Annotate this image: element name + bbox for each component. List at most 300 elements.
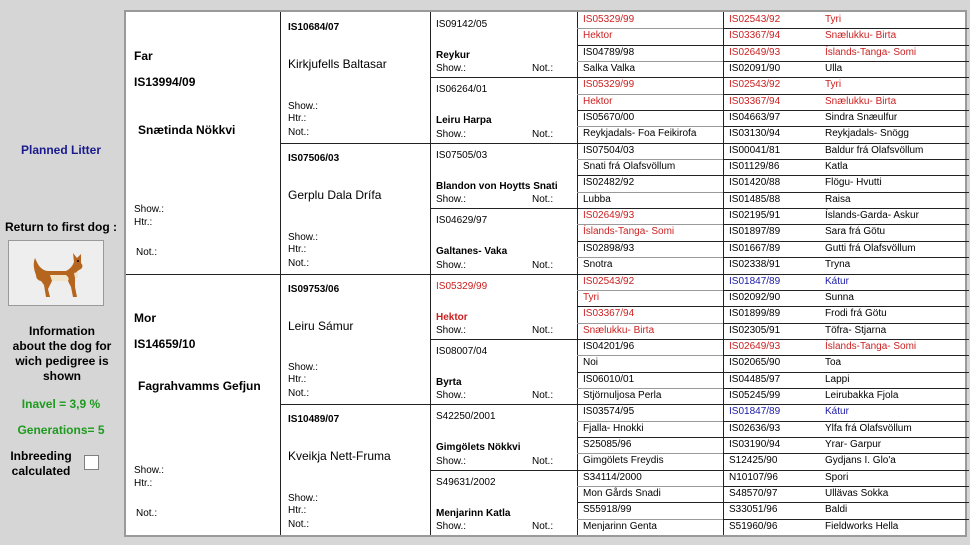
dog-name: Yrar- Garpur: [825, 438, 882, 450]
htr-label: Htr.:: [288, 112, 307, 124]
row-divider: [280, 143, 430, 144]
row-divider: [723, 519, 969, 520]
row-divider: [430, 404, 577, 405]
dog-name: Sara frá Götu: [825, 226, 886, 238]
row-divider: [280, 404, 430, 405]
dog-name: Stjörnuljosa Perla: [583, 389, 662, 401]
dog-name: Tryna: [825, 259, 851, 271]
pedigree-cell-gen5[interactable]: [723, 306, 969, 322]
dog-name: Spori: [825, 471, 849, 483]
registration-number: IS09142/05: [436, 19, 488, 30]
pedigree-cell-gen5[interactable]: [723, 143, 969, 159]
registration-number: S48570/97: [729, 487, 778, 499]
dog-name: Blandon von Hoytts Snati: [436, 180, 558, 192]
cell-separator: [577, 355, 723, 356]
pedigree-cell-gen5[interactable]: [723, 192, 969, 208]
pedigree-cell-gen5[interactable]: [723, 388, 969, 404]
generations-count: Generations= 5: [17, 423, 105, 437]
row-divider: [723, 110, 969, 111]
row-divider: [723, 437, 969, 438]
row-divider: [577, 175, 723, 176]
dog-name: Snælukku- Birta: [825, 95, 897, 107]
dog-name: Leiru Harpa: [436, 115, 492, 127]
row-divider: [577, 470, 723, 471]
registration-number: IS04201/96: [583, 340, 635, 352]
sidebar: [0, 0, 122, 545]
registration-number: S33051/96: [729, 504, 778, 516]
registration-number: IS02065/90: [729, 357, 781, 369]
row-divider: [577, 339, 723, 340]
dog-name: Baldi: [825, 504, 848, 516]
registration-number: IS03574/95: [583, 406, 635, 418]
show-label: Show.:: [436, 455, 467, 467]
registration-number: IS04663/97: [729, 112, 781, 124]
cell-separator: [577, 192, 723, 193]
registration-number: IS07506/03: [288, 152, 340, 164]
not-label: Not.:: [532, 63, 554, 75]
pedigree-cell-gen4[interactable]: [577, 175, 723, 208]
row-divider: [577, 143, 723, 144]
pedigree-table: [124, 10, 967, 537]
show-label: Show.:: [288, 231, 319, 243]
registration-number: IS02543/92: [583, 275, 635, 287]
pedigree-cell-gen4[interactable]: [577, 339, 723, 372]
pedigree-cell-gen5[interactable]: [723, 404, 969, 420]
row-divider: [723, 159, 969, 160]
row-divider: [723, 372, 969, 373]
dog-name: Tyri: [825, 14, 842, 25]
pedigree-cell-gen1[interactable]: [126, 274, 280, 536]
registration-number: IS07504/03: [583, 144, 635, 156]
pedigree-cell-gen3[interactable]: [430, 77, 577, 142]
dog-name: Fieldworks Hella: [825, 520, 899, 532]
dog-name: Ullävas Sokka: [825, 487, 889, 499]
row-divider: [723, 323, 969, 324]
row-divider: [577, 306, 723, 307]
dog-name: Reykur: [436, 50, 470, 61]
row-divider: [577, 437, 723, 438]
dog-name: Lappi: [825, 373, 850, 385]
row-divider: [723, 45, 969, 46]
dog-name: Menjarinn Genta: [583, 520, 657, 532]
registration-number: IS09753/06: [288, 283, 340, 295]
pedigree-cell-gen3[interactable]: [430, 12, 577, 77]
row-divider: [723, 306, 969, 307]
row-divider: [430, 339, 577, 340]
registration-number: IS02898/93: [583, 242, 635, 254]
row-divider: [723, 421, 969, 422]
cell-separator: [577, 61, 723, 62]
row-divider: [577, 208, 723, 209]
registration-number: IS10489/07: [288, 414, 340, 426]
pedigree-cell-gen4[interactable]: [577, 437, 723, 470]
pedigree-cell-gen5[interactable]: [723, 94, 969, 110]
not-label: Not.:: [288, 257, 310, 269]
registration-number: IS00041/81: [729, 144, 781, 156]
parent-role: Far: [134, 49, 153, 63]
dog-name: Kveikja Nett-Fruma: [288, 449, 391, 464]
registration-number: IS02649/93: [729, 46, 781, 58]
dog-name: Gydjans I. Glo'a: [825, 455, 896, 467]
pedigree-cell-gen5[interactable]: [723, 159, 969, 175]
pedigree-cell-gen5[interactable]: [723, 453, 969, 469]
dog-name: Kirkjufells Baltasar: [288, 57, 387, 71]
registration-number: IS08007/04: [436, 345, 488, 357]
row-divider: [577, 502, 723, 503]
dog-name: Toa: [825, 357, 842, 369]
pedigree-cell-gen1[interactable]: [126, 12, 280, 274]
registration-number: S49631/2002: [436, 476, 496, 488]
dog-name: Snælukku- Birta: [583, 324, 655, 336]
show-label: Show.:: [288, 362, 319, 374]
pedigree-cell-gen5[interactable]: [723, 355, 969, 371]
cell-separator: [577, 159, 723, 160]
pedigree-cell-gen4[interactable]: [577, 110, 723, 143]
dog-name: Baldur frá Olafsvöllum: [825, 144, 924, 156]
return-label: Return to first dog :: [5, 220, 117, 234]
dog-name: Tyri: [825, 79, 842, 91]
pedigree-cell-gen5[interactable]: [723, 323, 969, 339]
dog-name: Sindra Snæulfur: [825, 112, 898, 124]
pedigree-cell-gen5[interactable]: [723, 77, 969, 93]
row-divider: [723, 388, 969, 389]
registration-number: IS02649/93: [583, 210, 635, 222]
pedigree-cell-gen3[interactable]: [430, 339, 577, 404]
registration-number: S51960/96: [729, 520, 778, 532]
row-divider: [577, 404, 723, 405]
show-label: Show.:: [436, 63, 467, 75]
cell-separator: [577, 290, 723, 291]
dog-name: Gutti frá Olafsvöllum: [825, 242, 916, 254]
pedigree-cell-gen5[interactable]: [723, 486, 969, 502]
inbreeding-calculated-label: Inbreeding calculated: [10, 449, 72, 478]
pedigree-cell-gen5[interactable]: [723, 126, 969, 142]
row-divider: [577, 110, 723, 111]
pedigree-cell-gen4[interactable]: [577, 208, 723, 241]
pedigree-cell-gen4[interactable]: [577, 12, 723, 45]
pedigree-cell-gen5[interactable]: [723, 61, 969, 77]
dog-name: Hektor: [436, 311, 468, 323]
registration-number: IS01847/89: [729, 406, 781, 418]
registration-number: IS02091/90: [729, 63, 781, 75]
registration-number: S42250/2001: [436, 411, 496, 423]
row-divider: [723, 404, 969, 405]
registration-number: IS14659/10: [134, 336, 196, 351]
pedigree-cell-gen4[interactable]: [577, 77, 723, 110]
dog-name: Íslands-Tanga- Somi: [825, 340, 917, 352]
not-label: Not.:: [532, 455, 554, 467]
row-divider: [723, 77, 969, 78]
pedigree-cell-gen3[interactable]: [430, 470, 577, 535]
dog-name: Reykjadals- Snögg: [825, 128, 909, 140]
htr-label: Htr.:: [288, 505, 307, 516]
pedigree-cell-gen5[interactable]: [723, 519, 969, 535]
row-divider: [723, 355, 969, 356]
row-divider: [723, 28, 969, 29]
row-divider: [577, 45, 723, 46]
dog-info-text: Information about the dog for wich pedigree is shown: [12, 324, 112, 383]
row-divider: [723, 94, 969, 95]
registration-number: IS04485/97: [729, 373, 781, 385]
row-divider: [723, 61, 969, 62]
registration-number: IS03190/94: [729, 438, 781, 450]
registration-number: IS04629/97: [436, 215, 488, 227]
row-divider: [280, 274, 430, 275]
show-label: Show.:: [436, 259, 467, 271]
dog-name: Menjarinn Katla: [436, 507, 511, 519]
cell-separator: [577, 257, 723, 258]
pedigree-cell-gen5[interactable]: [723, 45, 969, 61]
row-divider: [430, 77, 577, 78]
pedigree-cell-gen5[interactable]: [723, 224, 969, 240]
htr-label: Htr.:: [134, 216, 153, 228]
dog-name: Frodi frá Götu: [825, 308, 887, 320]
registration-number: IS05329/99: [583, 79, 635, 91]
registration-number: IS05670/00: [583, 112, 635, 124]
dog-name: Ulla: [825, 63, 843, 75]
cell-separator: [577, 323, 723, 324]
dog-name: Mon Gårds Snadi: [583, 487, 661, 499]
cell-separator: [577, 388, 723, 389]
dog-name: Lubba: [583, 193, 611, 205]
not-label: Not.:: [532, 390, 554, 402]
registration-number: IS01897/89: [729, 226, 781, 238]
pedigree-cell-gen3[interactable]: [430, 143, 577, 208]
dog-name: Salka Valka: [583, 63, 636, 75]
dog-name: Reykjadals- Foa Feikirofa: [583, 128, 697, 140]
registration-number: IS02338/91: [729, 259, 781, 271]
cell-separator: [577, 94, 723, 95]
registration-number: S25085/96: [583, 438, 632, 450]
dog-name: Snætinda Nökkvi: [138, 123, 236, 137]
pedigree-cell-gen4[interactable]: [577, 143, 723, 176]
dog-name: Leirubakka Fjola: [825, 389, 899, 401]
pedigree-cell-gen5[interactable]: [723, 28, 969, 44]
not-label: Not.:: [288, 126, 310, 138]
inbreeding-calculated-checkbox[interactable]: [84, 455, 99, 470]
pedigree-cell-gen4[interactable]: [577, 306, 723, 339]
row-divider: [723, 257, 969, 258]
inbreeding-coefficient: Inavel = 3,9 %: [21, 397, 101, 411]
row-divider: [126, 274, 280, 275]
dog-name: Gimgölets Nökkvi: [436, 442, 521, 454]
not-label: Not.:: [532, 521, 554, 532]
dog-name: Snati frá Olafsvöllum: [583, 161, 676, 173]
not-label: Not.:: [288, 519, 310, 530]
row-divider: [723, 274, 969, 275]
registration-number: IS10684/07: [288, 22, 340, 33]
show-label: Show.:: [134, 203, 165, 215]
registration-number: IS02543/92: [729, 14, 781, 25]
row-divider: [723, 470, 969, 471]
pedigree-cell-gen5[interactable]: [723, 470, 969, 486]
dog-name: Fjalla- Hnokki: [583, 422, 644, 434]
pedigree-cell-gen2[interactable]: [280, 143, 430, 274]
dog-name: Sunna: [825, 291, 854, 303]
pedigree-cell-gen3[interactable]: [430, 404, 577, 469]
pedigree-cell-gen5[interactable]: [723, 372, 969, 388]
cell-separator: [577, 453, 723, 454]
dog-name: Byrta: [436, 376, 462, 388]
dog-name: Raisa: [825, 193, 851, 205]
registration-number: IS07505/03: [436, 149, 488, 161]
pedigree-cell-gen5[interactable]: [723, 257, 969, 273]
row-divider: [723, 143, 969, 144]
row-divider: [723, 175, 969, 176]
row-divider: [430, 208, 577, 209]
row-divider: [577, 274, 723, 275]
show-label: Show.:: [134, 465, 165, 476]
pedigree-cell-gen4[interactable]: [577, 502, 723, 535]
pedigree-cell-gen3[interactable]: [430, 208, 577, 273]
registration-number: IS01485/88: [729, 193, 781, 205]
row-divider: [577, 372, 723, 373]
row-divider: [723, 192, 969, 193]
pedigree-cell-gen2[interactable]: [280, 12, 430, 143]
row-divider: [723, 224, 969, 225]
dog-name: Snælukku- Birta: [825, 30, 897, 42]
not-label: Not.:: [532, 128, 554, 140]
not-label: Not.:: [532, 324, 554, 336]
row-divider: [723, 126, 969, 127]
dog-name: Flögu- Hvutti: [825, 177, 882, 189]
pedigree-cell-gen2[interactable]: [280, 274, 430, 405]
pedigree-cell-gen5[interactable]: [723, 274, 969, 290]
dog-name: Íslands-Tanga- Somi: [583, 226, 675, 238]
dog-name: Kátur: [825, 406, 849, 418]
registration-number: S55918/99: [583, 504, 632, 516]
registration-number: IS02649/93: [729, 340, 781, 352]
registration-number: IS01420/88: [729, 177, 781, 189]
pedigree-cell-gen5[interactable]: [723, 12, 969, 28]
pedigree-cell-gen5[interactable]: [723, 339, 969, 355]
parent-role: Mor: [134, 310, 156, 325]
show-label: Show.:: [436, 194, 467, 206]
registration-number: IS04789/98: [583, 46, 635, 58]
pedigree-cell-gen3[interactable]: [430, 274, 577, 339]
dog-name: Noi: [583, 357, 599, 369]
dog-name: Tyri: [583, 291, 600, 303]
pedigree-cell-gen4[interactable]: [577, 372, 723, 405]
cell-separator: [577, 28, 723, 29]
row-divider: [723, 208, 969, 209]
registration-number: IS02636/93: [729, 422, 781, 434]
row-divider: [577, 241, 723, 242]
registration-number: S12425/90: [729, 455, 778, 467]
row-divider: [430, 470, 577, 471]
not-label: Not.:: [136, 246, 158, 258]
show-label: Show.:: [436, 128, 467, 140]
registration-number: N10107/96: [729, 471, 778, 483]
dog-name: Gerplu Dala Drífa: [288, 187, 382, 202]
registration-number: IS03367/94: [583, 308, 635, 320]
pedigree-cell-gen4[interactable]: [577, 470, 723, 503]
not-label: Not.:: [288, 388, 310, 400]
htr-label: Htr.:: [288, 374, 307, 386]
show-label: Show.:: [436, 390, 467, 402]
dog-name: Fagrahvamms Gefjun: [138, 378, 261, 393]
pedigree-cell-gen4[interactable]: [577, 45, 723, 78]
registration-number: IS01899/89: [729, 308, 781, 320]
row-divider: [577, 77, 723, 78]
registration-number: S34114/2000: [583, 471, 642, 483]
registration-number: IS06264/01: [436, 84, 488, 96]
pedigree-cell-gen4[interactable]: [577, 241, 723, 274]
registration-number: IS02482/92: [583, 177, 635, 189]
show-label: Show.:: [436, 324, 467, 336]
registration-number: IS01847/89: [729, 275, 781, 287]
dog-name: Katla: [825, 161, 848, 173]
registration-number: IS02305/91: [729, 324, 781, 336]
pedigree-cell-gen5[interactable]: [723, 110, 969, 126]
dog-name: Leiru Sámur: [288, 318, 354, 333]
registration-number: IS13994/09: [134, 75, 196, 89]
not-label: Not.:: [136, 508, 158, 519]
row-divider: [723, 339, 969, 340]
pedigree-cell-gen5[interactable]: [723, 241, 969, 257]
registration-number: IS02543/92: [729, 79, 781, 91]
registration-number: IS06010/01: [583, 373, 635, 385]
pedigree-cell-gen4[interactable]: [577, 274, 723, 307]
htr-label: Htr.:: [134, 478, 153, 489]
cell-separator: [577, 486, 723, 487]
pedigree-cell-gen2[interactable]: [280, 404, 430, 535]
dog-name: Töfra- Stjarna: [825, 324, 887, 336]
dog-name: Íslands-Tanga- Somi: [825, 46, 917, 58]
show-label: Show.:: [436, 521, 467, 532]
pedigree-cell-gen5[interactable]: [723, 437, 969, 453]
registration-number: IS03367/94: [729, 95, 781, 107]
not-label: Not.:: [532, 194, 554, 206]
registration-number: IS05329/99: [436, 280, 488, 292]
pedigree-cell-gen5[interactable]: [723, 208, 969, 224]
registration-number: IS05329/99: [583, 14, 635, 25]
registration-number: IS03367/94: [729, 30, 781, 42]
registration-number: IS05245/99: [729, 389, 781, 401]
dog-name: Ylfa frá Olafsvöllum: [825, 422, 912, 434]
pedigree-cell-gen5[interactable]: [723, 175, 969, 191]
cell-separator: [577, 126, 723, 127]
pedigree-cell-gen4[interactable]: [577, 404, 723, 437]
row-divider: [723, 290, 969, 291]
pedigree-cell-gen5[interactable]: [723, 502, 969, 518]
pedigree-cell-gen5[interactable]: [723, 290, 969, 306]
dog-name: Hektor: [583, 95, 613, 107]
registration-number: IS02195/91: [729, 210, 781, 222]
row-divider: [723, 486, 969, 487]
dog-name: Hektor: [583, 30, 613, 42]
dog-name: Galtanes- Vaka: [436, 246, 508, 258]
row-divider: [430, 143, 577, 144]
dog-name: Íslands-Garda- Askur: [825, 210, 919, 222]
dog-name: Gimgölets Freydis: [583, 455, 664, 467]
dog-name: Snotra: [583, 259, 613, 271]
cell-separator: [577, 421, 723, 422]
htr-label: Htr.:: [288, 243, 307, 255]
row-divider: [723, 453, 969, 454]
dog-name: Kátur: [825, 275, 849, 287]
not-label: Not.:: [532, 259, 554, 271]
registration-number: IS01667/89: [729, 242, 781, 254]
cell-separator: [577, 519, 723, 520]
registration-number: IS01129/86: [729, 161, 780, 173]
pedigree-cell-gen5[interactable]: [723, 421, 969, 437]
registration-number: IS03130/94: [729, 128, 781, 140]
planned-litter-link[interactable]: Planned Litter: [20, 143, 101, 157]
show-label: Show.:: [288, 100, 319, 112]
return-to-first-dog-button[interactable]: [8, 240, 104, 306]
show-label: Show.:: [288, 493, 319, 504]
